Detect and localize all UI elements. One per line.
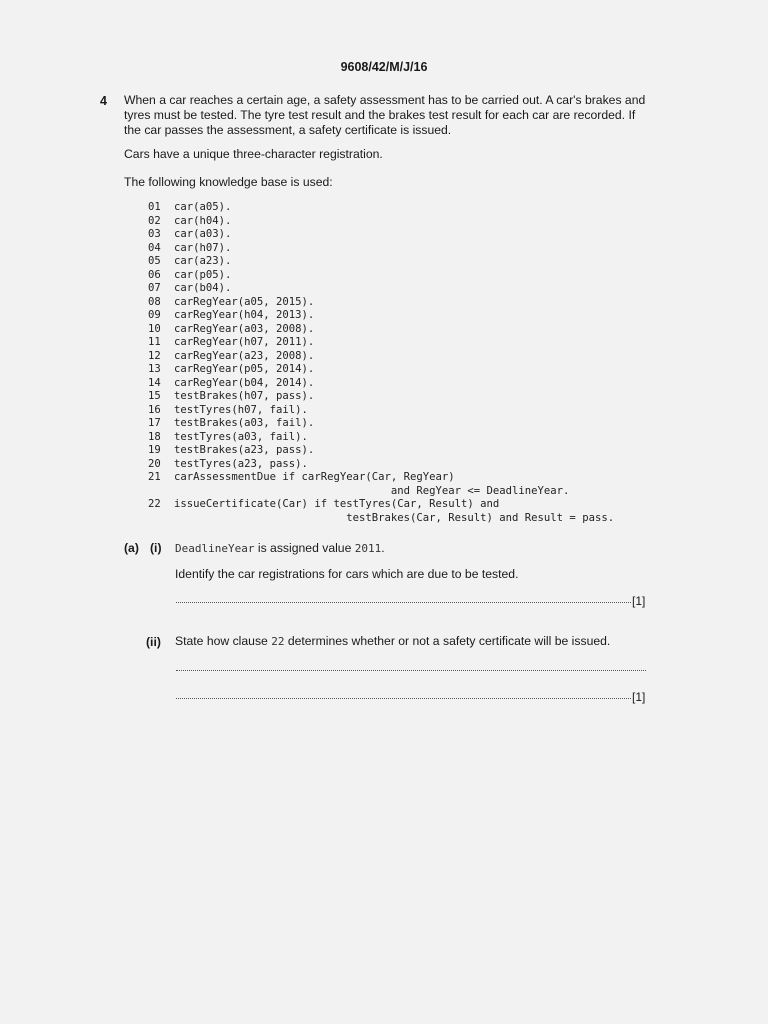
kb-clause-number: 12 [148,349,161,362]
kb-clause [148,417,614,431]
kb-clause-text: carRegYear(a23, 2008). [174,349,315,362]
kb-clause-text: testBrakes(a23, pass). [174,444,315,456]
kb-clause-text: testTyres(a03, fail). [174,430,308,443]
kb-clause [148,444,614,458]
kb-clause [148,201,614,215]
kb-clause-number: 14 [148,376,161,389]
kb-clause-number: 08 [148,295,161,308]
kb-clause-number: 05 [148,255,161,267]
deadline-year-term: DeadlineYear [175,542,255,555]
kb-clause-text: testBrakes(Car, Result) and Result = pass. [174,511,615,524]
kb-clause-text: carRegYear(b04, 2014). [174,376,315,389]
kb-clause-number: 04 [148,241,161,254]
kb-clause-number: 10 [148,322,161,335]
kb-clause-number: 21 [148,471,161,483]
marks-a-ii: [1] [632,690,646,704]
kb-clause-text: testBrakes(a03, fail). [174,417,315,429]
marks-a-i: [1] [632,594,646,608]
kb-clause-number: 02 [148,214,161,227]
kb-clause-number: 07 [148,282,161,294]
knowledge-base [148,201,614,525]
kb-clause [148,269,614,283]
kb-clause-text: carRegYear(h07, 2011). [174,336,315,348]
knowledge-base-intro: The following knowledge base is used: [124,175,333,189]
kb-clause-text: carRegYear(a03, 2008). [174,322,315,335]
kb-clause [148,512,614,526]
kb-clause [148,485,614,499]
kb-clause [148,242,614,256]
kb-clause [148,363,614,377]
kb-clause-text: testTyres(h07, fail). [174,403,308,416]
deadline-assign-text: is assigned value [254,541,355,555]
kb-clause [148,309,614,323]
kb-clause [148,390,614,404]
answer-line-a-i[interactable] [176,602,631,603]
question-intro: When a car reaches a certain age, a safety assessment has to be carried out. A car's brakes and tyres must be tested. The tyre test result and the brakes test result for each car are recorded. If the car passes the assessment, a safety certificate is issued. [124,93,646,137]
kb-clause [148,498,614,512]
kb-clause [148,323,614,337]
deadline-value: 2011 [354,542,382,555]
kb-clause-number: 16 [148,403,161,416]
part-a-i-prompt: Identify the car registrations for cars which are due to be tested. [175,567,519,581]
kb-clause-text: car(a03). [174,228,232,240]
clause-number: 22 [271,635,285,648]
kb-clause [148,350,614,364]
kb-clause [148,336,614,350]
kb-clause [148,404,614,418]
kb-clause-text: carRegYear(h04, 2013). [174,309,315,321]
part-a-ii-prompt [175,634,610,649]
kb-clause-text: car(a05). [174,201,232,213]
kb-clause-text: car(p05). [174,268,232,281]
kb-clause-text: car(b04). [174,282,232,294]
paper-code: 9608/42/M/J/16 [340,60,428,74]
kb-clause-number: 09 [148,309,161,321]
kb-clause-number: 11 [148,336,161,348]
kb-clause-text: testTyres(a23, pass). [174,457,308,470]
prompt-start: State how clause [175,634,272,648]
kb-clause-text: car(a23). [174,255,232,267]
kb-clause [148,431,614,445]
kb-clause-text: carRegYear(a05, 2015). [174,295,315,308]
kb-clause [148,296,614,310]
kb-clause [148,282,614,296]
kb-clause-number: 01 [148,201,161,213]
kb-clause-text: carRegYear(p05, 2014). [174,363,315,375]
part-a-label: (a) [124,541,139,555]
prompt-end: determines whether or not a safety certificate will be issued. [284,634,611,648]
kb-clause-text: car(h04). [174,214,232,227]
question-number: 4 [100,94,107,108]
part-a-ii-label: (ii) [146,635,161,649]
kb-clause [148,228,614,242]
answer-line-a-ii-1[interactable] [176,670,646,671]
kb-clause [148,471,614,485]
part-a-i-label: (i) [150,541,162,555]
kb-clause-number: 03 [148,228,161,240]
kb-clause-number: 22 [148,498,161,510]
kb-clause [148,458,614,472]
kb-clause-number: 20 [148,457,161,470]
kb-clause-text: car(h07). [174,241,232,254]
kb-clause-number: 13 [148,363,161,375]
kb-clause-text: testBrakes(h07, pass). [174,390,315,402]
kb-clause-number: 15 [148,390,161,402]
deadline-statement [175,541,385,556]
kb-clause [148,255,614,269]
registration-note: Cars have a unique three-character registration. [124,147,383,161]
kb-clause [148,377,614,391]
kb-clause-number: 18 [148,430,161,443]
kb-clause-number: 19 [148,444,161,456]
kb-clause-text: and RegYear <= DeadlineYear. [174,484,570,497]
answer-line-a-ii-2[interactable] [176,698,631,699]
deadline-assign-end: . [381,541,385,555]
kb-clause-text: carAssessmentDue if carRegYear(Car, RegYear) [174,471,455,483]
kb-clause [148,215,614,229]
kb-clause-number: 06 [148,268,161,281]
kb-clause-text: issueCertificate(Car) if testTyres(Car, Result) and [174,498,500,510]
kb-clause-number: 17 [148,417,161,429]
